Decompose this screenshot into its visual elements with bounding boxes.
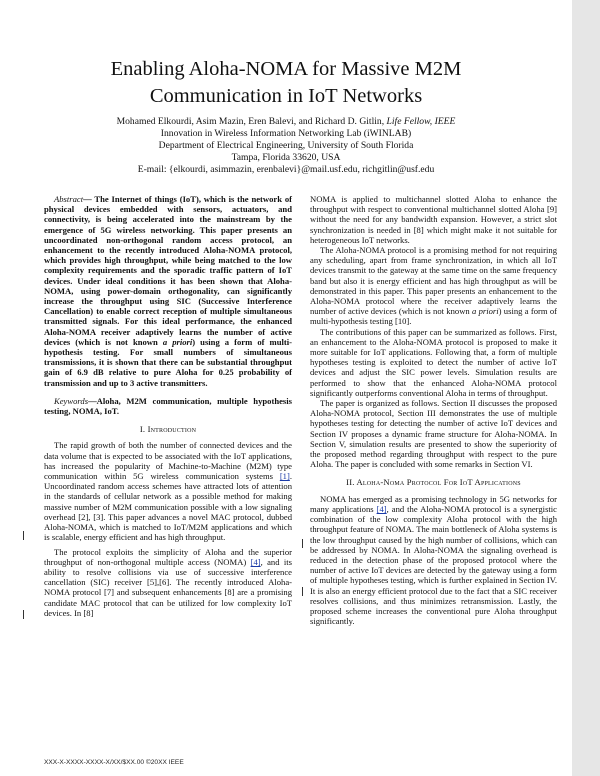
right-paragraph-3: The contributions of this paper can be summarized as follows. First, an enhancement to the Aloha-NOMA protocol is proposed to make it more suitable for IoT applications. Following that, a form of multiple hypotheses testing is exploited to detect the number of active IoT devices and adjust the SIC power levels. Simulation results are performed to show that the enhanced Aloha-NOMA protocol significantly outperforms conventional Aloha in terms of throughput. [310, 326, 557, 398]
author-city: Tampa, Florida 33620, USA [231, 152, 341, 163]
right-paragraph-1: NOMA is applied to multichannel slotted Aloha to enhance the throughput with respect to conventional multichannel slotted Aloha [9] without the need for any bandwidth expansion. However, a strict slot synchronization is needed in [8] which might make it not suitable for heterogeneous IoT networks. [310, 194, 557, 245]
intro-p1-text-2: . Uncoordinated random access schemes have attracted lots of attention in the standards of cellular network as a possible method for making massive number of M2M communication possible with a low signaling overhead [2], [3]. This paper advances a novel MAC protocol, dubbed Aloha-NOMA, which is matched to IoT/M2M applications and which is scalable, energy efficient and has high throughput. [44, 471, 292, 543]
author-names-text: Mohamed Elkourdi, Asim Mazin, Eren Balevi, and Richard D. Gitlin, [116, 116, 385, 127]
copyright-footer: XXX-X-XXXX-XXXX-X/XX/$XX.00 ©20XX IEEE [44, 759, 184, 766]
section-1-heading: I. Introduction [139, 424, 197, 435]
intro-p2-text-2: , and its ability to resolve collisions via use of successive interference cancellation (SIC) receiver [5],[6]. The recently introduced Aloha-NOMA protocol [7] and subsequent enhancements [8] are a promising candidate MAC protocol that can be utilized for low complexity IoT devices. In [8] [44, 556, 292, 618]
author-names [20, 116, 552, 128]
right-column [310, 194, 557, 626]
author-block [20, 116, 552, 176]
section-2-heading: II. Aloha-Noma Protocol For IoT Applications [346, 477, 521, 488]
change-bar [23, 531, 24, 540]
reference-link-4b[interactable]: [4] [376, 503, 387, 514]
author-dept: Department of Electrical Engineering, University of South Florida [158, 140, 414, 151]
section-2-paragraph [310, 494, 557, 627]
author-lab: Innovation in Wireless Information Networking Lab (iWINLAB) [160, 128, 412, 139]
left-column [44, 194, 292, 618]
sec2-text-2: , and the Aloha-NOMA protocol is a synergistic combination of the low complexity Aloha protocol with the high throughput feature of NOMA. The main bottleneck of Aloha systems is the low throughput caused by the high number of collisions, which can be addressed by NOMA. In Aloha-NOMA the signaling overhead is reduced in the detection phase of the proposed protocol where the number of active IoT devices are detected by the gateway using a form of multiple hypotheses testing, which is further explained in Section IV. It is also an energy efficient protocol due to the fact that a SIC receiver resolves collisions, and thus minimizes retransmission. Lastly, the proposed scheme increases the conventional pure Aloha throughput significantly. [310, 503, 558, 627]
title-line-2: Communication in IoT Networks [149, 85, 423, 107]
abstract-text: — The Internet of things (IoT), which is the network of physical devices embedded with sensors, actuators, and connectivity, is being accelerated into the mainstream by the emergence of 5G wireless networking. This paper presents an uncoordinated non-orthogonal random access protocol, an enhancement to the recently introduced Aloha-NOMA protocol, which provides high throughput, while being matched to the low complexity requirements and the sporadic traffic pattern of IoT devices. Under ideal conditions it has been shown that Aloha-NOMA, using power-domain orthogonality, can significantly increase the throughput using SIC (Successive Interference Cancellation) to enable correct reception of multiple simultaneous transmitted signals. For this ideal performance, the enhanced Aloha-NOMA receiver adaptively learns the number of active devices (which is not known [44, 194, 292, 347]
abstract-apriori: a priori [162, 336, 193, 347]
title-line-1: Enabling Aloha-NOMA for Massive M2M [110, 58, 462, 80]
abstract [44, 194, 292, 388]
intro-p2-text: The protocol exploits the simplicity of Aloha and the superior throughput of non-orthogonal multiple access (NOMA) [44, 546, 292, 567]
keywords-text: —Aloha, M2M communication, multiple hypothesis testing, NOMA, IoT. [44, 395, 292, 417]
reference-link-1[interactable]: [1] [279, 471, 290, 482]
change-bar [23, 610, 24, 619]
paper-title [40, 56, 532, 110]
change-bar [302, 587, 303, 596]
intro-paragraph-2 [44, 547, 292, 618]
author-fellow: Life Fellow, IEEE [386, 116, 456, 127]
change-bar [302, 539, 303, 548]
viewer-scroll-panel[interactable] [572, 0, 600, 776]
right-paragraph-4: The paper is organized as follows. Section II discusses the proposed Aloha-NOMA protocol, Section III demonstrates the use of multiple hypotheses testing for detecting the number of active IoT devices and Section IV proposes a dynamic frame structure for Aloha-NOMA. In Section V, simulation results are presented to show the superiority of the proposed method regarding throughput with respect to the pure Aloha. The paper is concluded with some remarks in Section VI. [310, 398, 557, 470]
author-email: E-mail: {elkourdi, asimmazin, erenbalevi}@mail.usf.edu, richgitlin@usf.edu [137, 164, 435, 175]
sec2-text: NOMA has emerged as a promising technology in 5G networks for many applications [310, 493, 557, 514]
right-paragraph-2 [310, 245, 557, 327]
intro-paragraph-1 [44, 440, 292, 542]
abstract-text-2: ) using a form of multi-hypothesis testing. For small numbers of simultaneous transmissions, it is shown that there can be substantial throughput gain of 6.9 dB relative to pure Aloha for 0.25 probability of transmission and up to 3 active transmitters. [44, 336, 292, 388]
abstract-lead: Abstract [54, 194, 84, 204]
keywords [44, 396, 292, 416]
right-p2-apriori: a priori [472, 306, 499, 317]
intro-p1-text: The rapid growth of both the number of connected devices and the data volume that is expected to be associated with the IoT applications, has increased the popularity of Machine-to-Machine (M2M) type communication within 5G wireless communication systems [44, 440, 292, 482]
keywords-lead: Keywords [54, 395, 89, 406]
reference-link-4[interactable]: [4] [250, 556, 261, 567]
right-p2-text: The Aloha-NOMA protocol is a promising method for not requiring any scheduling, apart from frame synchronization, in which all IoT devices transmit to the gateway at the same time on the same frequency band but also it is energy efficient and has high throughput as will be demonstrated in this paper. This paper presents an enhancement to the Aloha-NOMA protocol where the receiver adaptively learns the number of active devices (which is not known [310, 245, 557, 317]
right-p2-text-2: ) using a form of multi-hypothesis testing [10]. [310, 306, 557, 327]
